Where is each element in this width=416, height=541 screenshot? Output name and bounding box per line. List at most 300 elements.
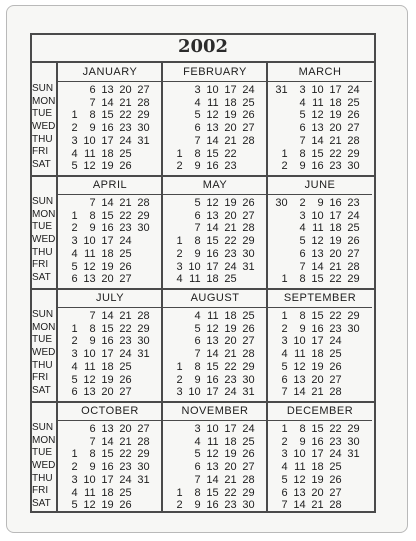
month-name: DECEMBER	[268, 402, 372, 421]
day-number: 2	[71, 335, 78, 348]
month-days	[268, 308, 372, 403]
day-number: 1	[281, 423, 288, 435]
day-number: 14	[101, 435, 114, 448]
day-number: 24	[329, 448, 342, 461]
day-number: 16	[311, 435, 324, 448]
day-number: 29	[347, 273, 360, 286]
day-number: 8	[299, 423, 306, 435]
day-number: 20	[119, 423, 132, 435]
month-name: JUNE	[268, 176, 372, 195]
day-number: 4	[71, 486, 78, 499]
day-number: 8	[89, 209, 96, 222]
day-number: 13	[293, 486, 306, 499]
day-number: 10	[83, 348, 96, 361]
day-number: 19	[101, 373, 114, 386]
day-number: 15	[206, 235, 219, 248]
day-number: 21	[224, 348, 237, 361]
day-label: THU	[32, 472, 53, 484]
month-block	[58, 289, 162, 402]
day-number: 2	[176, 247, 183, 260]
day-number: 25	[242, 96, 255, 109]
day-number: 30	[347, 160, 360, 173]
day-number: 14	[101, 197, 114, 209]
day-number: 4	[194, 310, 201, 322]
day-number: 5	[194, 109, 201, 122]
day-number: 12	[83, 499, 96, 512]
day-number: 3	[71, 134, 78, 147]
month-days	[58, 421, 162, 516]
day-number: 3	[194, 84, 201, 96]
day-number: 4	[299, 222, 306, 235]
day-number: 16	[206, 247, 219, 260]
day-label: FRI	[32, 146, 49, 158]
day-number: 13	[83, 273, 96, 286]
day-number: 11	[207, 310, 219, 322]
day-number: 20	[329, 122, 342, 135]
day-number: 3	[176, 260, 183, 273]
month-block	[268, 289, 372, 402]
day-number: 25	[329, 461, 342, 474]
month-block	[268, 402, 372, 515]
day-number: 10	[83, 134, 96, 147]
month-block	[163, 402, 267, 515]
day-number: 1	[176, 235, 183, 248]
day-number: 15	[101, 448, 114, 461]
day-number: 2	[281, 435, 288, 448]
day-number: 20	[311, 486, 324, 499]
month-name: NOVEMBER	[163, 402, 267, 421]
day-number: 13	[311, 122, 324, 135]
day-number: 1	[71, 209, 78, 222]
day-number: 22	[119, 209, 132, 222]
day-number: 24	[242, 423, 255, 435]
calendar-year: 2002	[177, 36, 229, 57]
day-label: THU	[32, 133, 53, 145]
day-number: 22	[119, 109, 132, 122]
day-number: 8	[89, 109, 96, 122]
day-number: 9	[194, 247, 201, 260]
day-number: 28	[329, 386, 342, 399]
day-number: 6	[89, 84, 96, 96]
day-number: 2	[176, 373, 183, 386]
day-label: TUE	[32, 334, 52, 346]
day-number: 1	[176, 486, 183, 499]
day-label: MON	[32, 208, 56, 220]
day-number: 10	[83, 235, 96, 248]
day-number: 9	[299, 322, 306, 335]
month-name: FEBRUARY	[163, 63, 267, 82]
day-number: 11	[294, 348, 306, 361]
day-label: SAT	[32, 498, 51, 510]
day-number: 14	[101, 310, 114, 322]
day-number: 21	[119, 310, 132, 322]
day-number: 21	[224, 473, 237, 486]
day-number: 23	[329, 322, 342, 335]
day-label: WED	[32, 121, 56, 133]
day-number: 12	[293, 360, 306, 373]
day-number: 17	[206, 260, 219, 273]
day-number: 15	[101, 209, 114, 222]
month-days	[163, 421, 267, 516]
day-number: 9	[89, 335, 96, 348]
day-number: 28	[242, 473, 255, 486]
day-number: 6	[194, 335, 201, 348]
day-number: 12	[83, 160, 96, 173]
day-label: SAT	[32, 385, 51, 397]
day-number: 31	[275, 84, 288, 96]
day-number: 7	[281, 386, 288, 399]
day-number: 24	[224, 386, 237, 399]
day-number: 26	[347, 109, 360, 122]
day-number: 3	[299, 84, 306, 96]
day-number: 21	[119, 197, 132, 209]
day-number: 23	[329, 435, 342, 448]
month-days	[58, 82, 162, 177]
day-number: 22	[329, 147, 342, 160]
month-name: MARCH	[268, 63, 372, 82]
day-number: 23	[224, 247, 237, 260]
day-number: 27	[347, 122, 360, 135]
day-number: 26	[347, 235, 360, 248]
day-number: 18	[329, 222, 342, 235]
day-number: 12	[311, 109, 324, 122]
day-number: 11	[294, 461, 306, 474]
month-name: JULY	[58, 289, 162, 308]
day-number: 22	[329, 273, 342, 286]
day-label: MON	[32, 434, 56, 446]
day-number: 17	[101, 235, 114, 248]
day-number: 27	[119, 273, 132, 286]
day-number: 24	[347, 209, 360, 222]
day-number: 24	[119, 473, 132, 486]
day-number: 19	[329, 235, 342, 248]
day-number: 7	[89, 435, 96, 448]
day-number: 18	[311, 461, 324, 474]
day-number: 13	[206, 122, 219, 135]
day-number: 31	[242, 386, 255, 399]
day-number: 7	[281, 499, 288, 512]
day-number: 21	[311, 499, 324, 512]
day-number: 4	[194, 435, 201, 448]
day-number: 18	[329, 96, 342, 109]
day-number: 24	[224, 260, 237, 273]
day-number: 7	[194, 222, 201, 235]
day-label: FRI	[32, 485, 49, 497]
day-number: 4	[71, 147, 78, 160]
day-number: 31	[347, 448, 360, 461]
day-number: 25	[242, 310, 255, 322]
day-number: 16	[101, 335, 114, 348]
month-days	[268, 195, 372, 290]
day-number: 9	[299, 435, 306, 448]
day-number: 5	[194, 322, 201, 335]
day-number: 20	[119, 84, 132, 96]
day-number: 27	[137, 84, 150, 96]
day-number: 28	[242, 222, 255, 235]
day-number: 13	[206, 209, 219, 222]
day-number: 15	[101, 109, 114, 122]
day-number: 29	[347, 147, 360, 160]
day-number: 14	[206, 222, 219, 235]
month-days	[163, 308, 267, 403]
day-number: 8	[299, 147, 306, 160]
day-number: 23	[119, 461, 132, 474]
day-number: 27	[242, 122, 255, 135]
day-number: 1	[71, 109, 78, 122]
day-number: 27	[347, 247, 360, 260]
day-number: 8	[299, 310, 306, 322]
day-number: 5	[194, 448, 201, 461]
day-number: 26	[119, 160, 132, 173]
day-number: 2	[71, 122, 78, 135]
day-number: 23	[347, 197, 360, 209]
day-number: 11	[84, 360, 96, 373]
day-number: 20	[101, 386, 114, 399]
day-label: THU	[32, 359, 53, 371]
day-number: 29	[347, 310, 360, 322]
day-number: 17	[311, 335, 324, 348]
day-number: 31	[137, 348, 150, 361]
day-label: TUE	[32, 108, 52, 120]
day-number: 22	[329, 423, 342, 435]
day-number: 7	[194, 134, 201, 147]
day-number: 7	[194, 473, 201, 486]
day-number: 6	[299, 122, 306, 135]
day-number: 28	[347, 134, 360, 147]
day-number: 17	[311, 448, 324, 461]
day-number: 26	[119, 373, 132, 386]
day-number: 30	[275, 197, 288, 209]
day-number: 18	[224, 435, 237, 448]
day-number: 28	[242, 348, 255, 361]
day-number: 23	[224, 160, 237, 173]
day-number: 28	[329, 499, 342, 512]
day-number: 16	[101, 461, 114, 474]
day-number: 6	[281, 373, 288, 386]
day-number: 21	[224, 134, 237, 147]
day-number: 6	[194, 122, 201, 135]
day-number: 19	[101, 160, 114, 173]
day-number: 8	[299, 273, 306, 286]
day-number: 11	[312, 222, 324, 235]
day-number: 7	[299, 134, 306, 147]
day-number: 8	[89, 448, 96, 461]
month-block	[163, 289, 267, 402]
day-number: 20	[224, 461, 237, 474]
day-label: TUE	[32, 221, 52, 233]
day-number: 17	[101, 473, 114, 486]
day-number: 30	[347, 435, 360, 448]
day-number: 20	[101, 273, 114, 286]
day-number: 15	[311, 310, 324, 322]
day-number: 30	[242, 373, 255, 386]
day-number: 17	[224, 84, 237, 96]
day-number: 19	[329, 109, 342, 122]
day-number: 1	[71, 322, 78, 335]
day-number: 27	[329, 373, 342, 386]
day-number: 19	[311, 360, 324, 373]
month-block	[58, 63, 162, 176]
day-number: 1	[281, 310, 288, 322]
day-number: 12	[83, 373, 96, 386]
day-labels	[32, 83, 56, 172]
day-label: SUN	[32, 196, 54, 207]
month-name: MAY	[163, 176, 267, 195]
day-label: FRI	[32, 259, 49, 271]
day-labels	[32, 196, 56, 285]
day-number: 5	[194, 197, 201, 209]
day-number: 12	[206, 448, 219, 461]
day-number: 4	[299, 96, 306, 109]
day-number: 14	[293, 499, 306, 512]
day-number: 3	[71, 473, 78, 486]
day-number: 15	[101, 322, 114, 335]
day-number: 22	[224, 235, 237, 248]
day-number: 26	[119, 260, 132, 273]
day-number: 10	[311, 84, 324, 96]
day-number: 13	[293, 373, 306, 386]
day-number: 28	[137, 435, 150, 448]
day-number: 16	[206, 499, 219, 512]
month-block	[58, 176, 162, 289]
day-number: 30	[137, 461, 150, 474]
day-number: 16	[329, 197, 342, 209]
day-number: 2	[299, 197, 306, 209]
day-number: 5	[281, 473, 288, 486]
day-number: 29	[347, 423, 360, 435]
day-number: 18	[101, 147, 114, 160]
day-number: 15	[206, 360, 219, 373]
day-number: 14	[206, 134, 219, 147]
day-number: 10	[293, 448, 306, 461]
day-number: 21	[311, 386, 324, 399]
day-number: 10	[206, 423, 219, 435]
day-label: MON	[32, 95, 56, 107]
day-number: 4	[71, 360, 78, 373]
day-number: 15	[206, 147, 219, 160]
day-number: 26	[242, 322, 255, 335]
day-number: 12	[293, 473, 306, 486]
day-number: 29	[137, 209, 150, 222]
day-number: 30	[242, 247, 255, 260]
day-number: 6	[194, 461, 201, 474]
day-number: 5	[71, 260, 78, 273]
day-number: 9	[194, 499, 201, 512]
day-label: THU	[32, 246, 53, 258]
day-number: 29	[242, 235, 255, 248]
day-number: 19	[224, 197, 237, 209]
day-number: 19	[101, 499, 114, 512]
month-name: APRIL	[58, 176, 162, 195]
day-number: 5	[299, 235, 306, 248]
day-number: 28	[137, 310, 150, 322]
day-number: 11	[189, 273, 201, 286]
day-number: 27	[119, 386, 132, 399]
month-block	[268, 63, 372, 176]
day-number: 3	[176, 386, 183, 399]
day-number: 3	[71, 348, 78, 361]
day-number: 18	[101, 486, 114, 499]
day-number: 29	[242, 486, 255, 499]
day-number: 2	[71, 461, 78, 474]
day-number: 12	[206, 197, 219, 209]
day-number: 30	[137, 122, 150, 135]
day-number: 19	[311, 473, 324, 486]
month-block	[163, 176, 267, 289]
day-number: 1	[281, 147, 288, 160]
day-number: 29	[242, 360, 255, 373]
day-number: 25	[119, 486, 132, 499]
day-number: 3	[194, 423, 201, 435]
day-number: 31	[137, 473, 150, 486]
day-number: 13	[206, 461, 219, 474]
day-number: 23	[119, 122, 132, 135]
day-number: 28	[242, 134, 255, 147]
day-number: 16	[101, 122, 114, 135]
day-number: 14	[101, 96, 114, 109]
day-label: SAT	[32, 272, 51, 284]
day-number: 22	[119, 448, 132, 461]
day-number: 10	[311, 209, 324, 222]
day-number: 25	[347, 96, 360, 109]
day-number: 19	[101, 260, 114, 273]
day-label: SUN	[32, 422, 54, 433]
day-number: 17	[101, 134, 114, 147]
day-number: 30	[347, 322, 360, 335]
day-number: 13	[83, 386, 96, 399]
day-number: 9	[317, 197, 324, 209]
day-number: 3	[299, 209, 306, 222]
month-days	[268, 82, 372, 177]
day-number: 24	[329, 335, 342, 348]
day-number: 24	[119, 235, 132, 248]
day-number: 6	[299, 247, 306, 260]
day-number: 23	[329, 160, 342, 173]
day-number: 28	[137, 197, 150, 209]
day-number: 14	[206, 473, 219, 486]
day-number: 10	[293, 335, 306, 348]
month-block	[163, 63, 267, 176]
day-number: 1	[176, 147, 183, 160]
day-number: 18	[224, 96, 237, 109]
day-number: 7	[194, 348, 201, 361]
day-number: 24	[119, 134, 132, 147]
day-number: 27	[242, 461, 255, 474]
day-number: 18	[101, 247, 114, 260]
day-label: TUE	[32, 447, 52, 459]
day-number: 15	[311, 273, 324, 286]
day-number: 17	[101, 348, 114, 361]
day-number: 17	[329, 209, 342, 222]
month-days	[58, 195, 162, 290]
day-number: 4	[194, 96, 201, 109]
day-number: 16	[206, 160, 219, 173]
day-number: 29	[137, 109, 150, 122]
day-number: 7	[299, 260, 306, 273]
month-block	[268, 176, 372, 289]
day-number: 11	[312, 96, 324, 109]
day-number: 10	[206, 84, 219, 96]
day-number: 21	[329, 134, 342, 147]
day-number: 15	[311, 423, 324, 435]
day-number: 29	[137, 322, 150, 335]
day-number: 13	[101, 84, 114, 96]
day-number: 12	[206, 109, 219, 122]
day-number: 22	[224, 360, 237, 373]
day-number: 18	[101, 360, 114, 373]
day-number: 11	[84, 247, 96, 260]
day-number: 8	[89, 322, 96, 335]
